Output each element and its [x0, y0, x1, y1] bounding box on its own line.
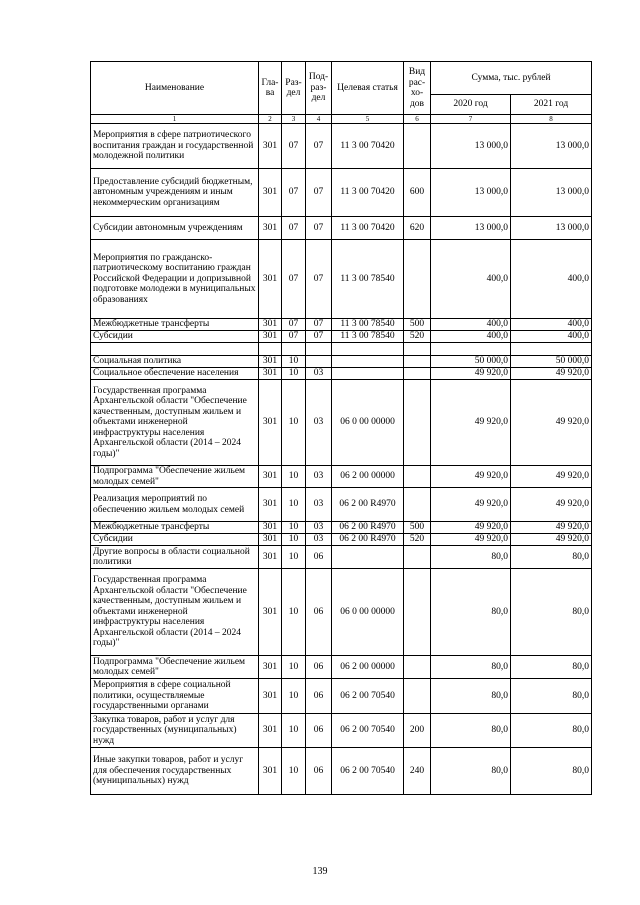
row-subsection: 07 — [306, 124, 332, 169]
row-target: 06 0 00 00000 — [332, 380, 404, 466]
row-subsection: 07 — [306, 169, 332, 217]
row-chapter: 301 — [259, 522, 282, 534]
row-section: 10 — [282, 546, 306, 569]
row-section: 10 — [282, 522, 306, 534]
table-row — [91, 534, 592, 546]
table-row — [91, 466, 592, 488]
row-kind — [404, 656, 431, 679]
row-sum-2021: 49 920,0 — [511, 534, 592, 546]
row-sum-2020: 49 920,0 — [431, 488, 511, 522]
row-target: 11 3 00 78540 — [332, 240, 404, 319]
row-subsection: 06 — [306, 714, 332, 748]
table-body — [91, 124, 592, 795]
row-sum-2020: 400,0 — [431, 331, 511, 343]
row-chapter: 301 — [259, 331, 282, 343]
table-row — [91, 488, 592, 522]
row-subsection: 03 — [306, 522, 332, 534]
row-chapter: 301 — [259, 240, 282, 319]
page-number: 139 — [312, 866, 328, 877]
col-number: 8 — [511, 115, 592, 124]
column-numbers-row — [91, 115, 592, 124]
row-name: Подпрограмма "Обеспечение жильем молодых семей" — [91, 466, 259, 488]
header-subsection: Под-раз-дел — [306, 62, 332, 115]
row-sum-2020: 400,0 — [431, 319, 511, 331]
row-section: 10 — [282, 466, 306, 488]
row-target: 06 2 00 R4970 — [332, 522, 404, 534]
row-chapter: 301 — [259, 368, 282, 380]
row-kind — [404, 488, 431, 522]
row-kind — [404, 546, 431, 569]
row-name: Другие вопросы в области социальной политики — [91, 546, 259, 569]
row-chapter: 301 — [259, 319, 282, 331]
row-sum-2021: 400,0 — [511, 331, 592, 343]
row-name: Государственная программа Архангельской области "Обеспечение качественным, доступным жильем и объектами инженерной инфраструктуры населения Архангельской области (2014 – 2024 годы)" — [91, 569, 259, 656]
table-row — [91, 522, 592, 534]
row-sum-2021: 49 920,0 — [511, 488, 592, 522]
row-target: 06 2 00 00000 — [332, 656, 404, 679]
row-section: 10 — [282, 368, 306, 380]
row-section: 07 — [282, 319, 306, 331]
row-kind — [404, 356, 431, 368]
col-number: 5 — [332, 115, 404, 124]
row-sum-2020: 80,0 — [431, 714, 511, 748]
row-sum-2021: 400,0 — [511, 240, 592, 319]
table-row — [91, 217, 592, 240]
row-kind: 240 — [404, 748, 431, 795]
row-target: 06 2 00 70540 — [332, 679, 404, 714]
row-chapter: 301 — [259, 466, 282, 488]
row-name: Социальное обеспечение населения — [91, 368, 259, 380]
row-target: 06 2 00 70540 — [332, 714, 404, 748]
row-subsection: 03 — [306, 380, 332, 466]
row-kind: 620 — [404, 217, 431, 240]
row-kind — [404, 368, 431, 380]
row-name: Предоставление субсидий бюджетным, автономным учреждениям и иным некоммерческим организациям — [91, 169, 259, 217]
row-subsection: 03 — [306, 466, 332, 488]
col-number: 1 — [91, 115, 259, 124]
table-row — [91, 380, 592, 466]
row-target: 11 3 00 70420 — [332, 124, 404, 169]
row-section: 10 — [282, 488, 306, 522]
row-section: 10 — [282, 356, 306, 368]
col-number: 2 — [259, 115, 282, 124]
row-chapter: 301 — [259, 656, 282, 679]
table-row — [91, 748, 592, 795]
table-row — [91, 368, 592, 380]
row-subsection: 07 — [306, 217, 332, 240]
row-sum-2020: 49 920,0 — [431, 534, 511, 546]
row-section: 10 — [282, 656, 306, 679]
row-subsection: 06 — [306, 569, 332, 656]
header-sum: Сумма, тыс. рублей — [431, 62, 592, 95]
row-sum-2020 — [431, 343, 511, 356]
row-section: 07 — [282, 240, 306, 319]
row-sum-2021: 13 000,0 — [511, 169, 592, 217]
row-sum-2021: 13 000,0 — [511, 217, 592, 240]
row-kind: 500 — [404, 522, 431, 534]
row-sum-2021: 80,0 — [511, 748, 592, 795]
row-chapter: 301 — [259, 356, 282, 368]
row-kind — [404, 466, 431, 488]
row-name: Субсидии автономным учреждениям — [91, 217, 259, 240]
row-target: 11 3 00 70420 — [332, 169, 404, 217]
row-subsection: 07 — [306, 240, 332, 319]
row-sum-2021: 80,0 — [511, 679, 592, 714]
header-year-2020: 2020 год — [431, 95, 511, 115]
row-target: 06 2 00 70540 — [332, 748, 404, 795]
row-sum-2021: 49 920,0 — [511, 522, 592, 534]
row-sum-2020: 49 920,0 — [431, 522, 511, 534]
row-sum-2020: 13 000,0 — [431, 217, 511, 240]
row-kind — [404, 569, 431, 656]
row-target: 11 3 00 70420 — [332, 217, 404, 240]
row-target: 06 2 00 00000 — [332, 466, 404, 488]
row-name: Государственная программа Архангельской области "Обеспечение качественным, доступным жильем и объектами инженерной инфраструктуры населения Архангельской области (2014 – 2024 годы)" — [91, 380, 259, 466]
row-subsection: 06 — [306, 679, 332, 714]
row-chapter: 301 — [259, 124, 282, 169]
row-sum-2021 — [511, 343, 592, 356]
row-section: 07 — [282, 169, 306, 217]
row-kind — [404, 343, 431, 356]
row-chapter: 301 — [259, 679, 282, 714]
row-section: 10 — [282, 569, 306, 656]
row-name: Реализация мероприятий по обеспечению жильем молодых семей — [91, 488, 259, 522]
row-name: Мероприятия в сфере патриотического воспитания граждан и государственной молодежной политики — [91, 124, 259, 169]
header-kind: Вид рас-хо-дов — [404, 62, 431, 115]
row-sum-2020: 49 920,0 — [431, 466, 511, 488]
row-sum-2020: 13 000,0 — [431, 124, 511, 169]
row-chapter: 301 — [259, 534, 282, 546]
row-kind: 600 — [404, 169, 431, 217]
row-section: 10 — [282, 748, 306, 795]
row-subsection: 07 — [306, 319, 332, 331]
row-sum-2021: 80,0 — [511, 714, 592, 748]
row-name: Закупка товаров, работ и услуг для государственных (муниципальных) нужд — [91, 714, 259, 748]
row-chapter: 301 — [259, 217, 282, 240]
row-name: Субсидии — [91, 534, 259, 546]
row-subsection: 03 — [306, 534, 332, 546]
table-row — [91, 569, 592, 656]
row-subsection: 03 — [306, 488, 332, 522]
row-chapter: 301 — [259, 546, 282, 569]
row-section: 07 — [282, 331, 306, 343]
row-sum-2021: 400,0 — [511, 319, 592, 331]
row-sum-2021: 49 920,0 — [511, 466, 592, 488]
row-sum-2020: 80,0 — [431, 546, 511, 569]
row-name: Иные закупки товаров, работ и услуг для обеспечения государственных (муниципальных) нужд — [91, 748, 259, 795]
row-section: 10 — [282, 714, 306, 748]
row-sum-2020: 49 920,0 — [431, 380, 511, 466]
row-chapter: 301 — [259, 380, 282, 466]
col-number: 7 — [431, 115, 511, 124]
header-target: Целевая статья — [332, 62, 404, 115]
row-kind — [404, 240, 431, 319]
row-name: Мероприятия по гражданско-патриотическому воспитанию граждан Российской Федерации и допризывной подготовке молодежи в муниципальных образованиях — [91, 240, 259, 319]
row-subsection: 06 — [306, 748, 332, 795]
row-sum-2020: 80,0 — [431, 748, 511, 795]
row-sum-2020: 400,0 — [431, 240, 511, 319]
row-chapter: 301 — [259, 748, 282, 795]
row-section: 10 — [282, 380, 306, 466]
row-sum-2021: 80,0 — [511, 546, 592, 569]
header-year-2021: 2021 год — [511, 95, 592, 115]
row-target: 06 2 00 R4970 — [332, 534, 404, 546]
row-chapter: 301 — [259, 569, 282, 656]
row-name: Социальная политика — [91, 356, 259, 368]
row-section: 10 — [282, 534, 306, 546]
row-sum-2021: 49 920,0 — [511, 368, 592, 380]
row-name — [91, 343, 259, 356]
row-sum-2020: 80,0 — [431, 656, 511, 679]
row-target — [332, 546, 404, 569]
row-target: 11 3 00 78540 — [332, 331, 404, 343]
header-section: Раз-дел — [282, 62, 306, 115]
row-name: Мероприятия в сфере социальной политики, осуществляемые государственными органами — [91, 679, 259, 714]
row-name: Межбюджетные трансферты — [91, 319, 259, 331]
budget-table — [90, 61, 592, 795]
row-sum-2021: 50 000,0 — [511, 356, 592, 368]
row-section — [282, 343, 306, 356]
row-chapter — [259, 343, 282, 356]
table-row — [91, 656, 592, 679]
table-row — [91, 356, 592, 368]
row-kind: 520 — [404, 534, 431, 546]
row-target: 06 0 00 00000 — [332, 569, 404, 656]
row-name: Межбюджетные трансферты — [91, 522, 259, 534]
row-kind — [404, 380, 431, 466]
table-row — [91, 124, 592, 169]
row-sum-2021: 49 920,0 — [511, 380, 592, 466]
row-target — [332, 343, 404, 356]
table-row — [91, 679, 592, 714]
header-chapter: Гла-ва — [259, 62, 282, 115]
table-row — [91, 169, 592, 217]
row-sum-2020: 13 000,0 — [431, 169, 511, 217]
col-number: 4 — [306, 115, 332, 124]
row-sum-2020: 50 000,0 — [431, 356, 511, 368]
row-subsection: 06 — [306, 656, 332, 679]
table-row — [91, 714, 592, 748]
row-kind: 200 — [404, 714, 431, 748]
row-chapter: 301 — [259, 169, 282, 217]
row-sum-2020: 80,0 — [431, 569, 511, 656]
row-sum-2021: 80,0 — [511, 656, 592, 679]
row-subsection — [306, 356, 332, 368]
row-chapter: 301 — [259, 488, 282, 522]
row-kind: 520 — [404, 331, 431, 343]
row-name: Субсидии — [91, 331, 259, 343]
row-chapter: 301 — [259, 714, 282, 748]
row-kind — [404, 679, 431, 714]
table-row — [91, 546, 592, 569]
row-kind: 500 — [404, 319, 431, 331]
row-section: 10 — [282, 679, 306, 714]
header-name: Наименование — [91, 62, 259, 115]
table-row — [91, 240, 592, 319]
table-row — [91, 331, 592, 343]
row-subsection: 07 — [306, 331, 332, 343]
row-target — [332, 356, 404, 368]
col-number: 6 — [404, 115, 431, 124]
row-subsection: 06 — [306, 546, 332, 569]
row-name: Подпрограмма "Обеспечение жильем молодых семей" — [91, 656, 259, 679]
row-sum-2020: 49 920,0 — [431, 368, 511, 380]
row-kind — [404, 124, 431, 169]
row-target: 06 2 00 R4970 — [332, 488, 404, 522]
row-subsection: 03 — [306, 368, 332, 380]
row-section: 07 — [282, 217, 306, 240]
table-row — [91, 319, 592, 331]
table-row — [91, 343, 592, 356]
row-section: 07 — [282, 124, 306, 169]
row-sum-2021: 80,0 — [511, 569, 592, 656]
col-number: 3 — [282, 115, 306, 124]
row-target — [332, 368, 404, 380]
row-sum-2021: 13 000,0 — [511, 124, 592, 169]
row-sum-2020: 80,0 — [431, 679, 511, 714]
row-target: 11 3 00 78540 — [332, 319, 404, 331]
row-subsection — [306, 343, 332, 356]
